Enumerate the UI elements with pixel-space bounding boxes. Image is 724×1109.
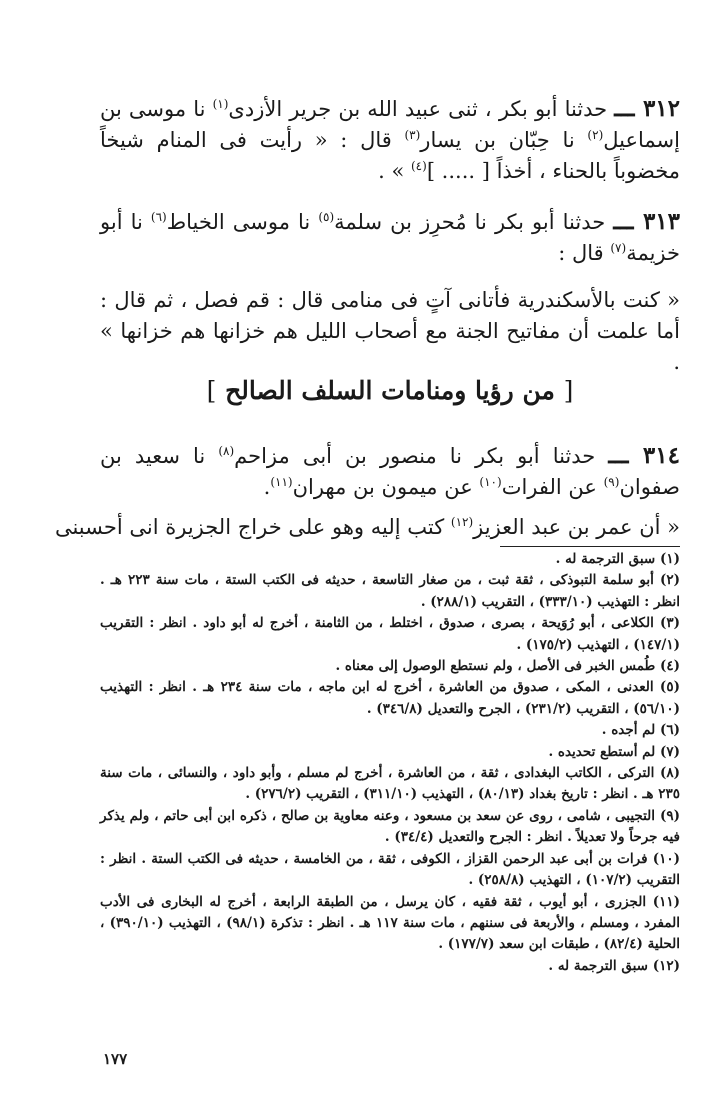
footnote-ref: (٥) bbox=[318, 210, 335, 224]
footnote-9: (٩) التجيبى ، شامى ، روى عن سعد بن مسعود ، وعنه معاوية بن صالح ، ذكره ابن أبى حاتم ، ولم يذكر فيه جرحاً ولا تعديلاً . انظر : الجرح والتعديل (٣٤/٤) . bbox=[100, 807, 680, 846]
section-heading bbox=[100, 374, 680, 408]
entry-text: قال : « رأيت فى المنام شيخاً مخضوباً بالحناء ، أخذاً [ ..... ] bbox=[100, 128, 680, 183]
entry-text: حدثنا أبو بكر ، ثنى عبيد الله بن جرير الأزدى bbox=[228, 97, 608, 121]
entry-text: نا حِبّان بن يسار bbox=[420, 128, 588, 152]
entry-text: « أن عمر بن عبد العزيز bbox=[473, 515, 680, 539]
entry-text: . bbox=[263, 475, 271, 499]
footnote-3: (٣) الكلاعى ، أبو رُوَيحة ، بصرى ، صدوق ، اختلط ، من الثامنة ، أخرج له أبو داود . انظر : التقريب (١٤٧/١) ، التهذيب (١٧٥/٢) . bbox=[100, 615, 680, 653]
footnote-ref: (١٢) bbox=[450, 515, 474, 529]
entry-text: نا سعيد بن صفوان bbox=[100, 444, 680, 499]
footnote-ref: (٣) bbox=[404, 128, 421, 142]
footnote-ref: (٦) bbox=[150, 210, 167, 224]
footnote-5: (٥) العدنى ، المكى ، صدوق من العاشرة ، أخرج له ابن ماجه ، مات سنة ٢٣٤ هـ . انظر : التهذيب (٥٦/١٠) ، التقريب (٢٣١/٢) ، الجرح والتعديل (٣٤٦/٨) . bbox=[100, 679, 680, 717]
footnote-6: (٦) لم أجده . bbox=[601, 722, 680, 739]
footnote-divider bbox=[500, 546, 680, 547]
entry-number: ٣١٤ ـــ bbox=[608, 442, 680, 469]
entry-text: حدثنا أبو بكر نا مُحرِز بن سلمة bbox=[334, 210, 606, 234]
entry-text: » . bbox=[378, 159, 411, 183]
entry-text: نا موسى بن إسماعيل bbox=[100, 97, 680, 152]
entry-text: نا موسى الخياط bbox=[166, 210, 319, 234]
footnote-ref: (١٠) bbox=[479, 475, 502, 489]
footnote-11: (١١) الجزرى ، أبو أيوب ، ثقة فقيه ، كان يرسل ، من الطبقة الرابعة ، أخرج له البخارى فى الأدب المفرد ، ومسلم ، والأربعة فى سننهم ، مات سنة ١١٧ هـ . انظر : تذكرة (٩٨/١) ، التهذيب (٣٩٠/١٠) ، الحلية (٨٢/٤) ، طبقات ابن سعد (١٧٧/٧) . bbox=[100, 893, 680, 953]
footnotes bbox=[100, 549, 680, 977]
footnote-12: (١٢) سبق الترجمة له . bbox=[548, 957, 680, 974]
entry-314 bbox=[100, 440, 680, 503]
page-number: ١٧٧ bbox=[103, 1050, 128, 1068]
entry-text: حدثنا أبو بكر نا منصور بن أبى مزاحم bbox=[234, 444, 596, 468]
entry-312 bbox=[100, 93, 680, 187]
heading-close-bracket: ] bbox=[206, 376, 217, 405]
footnote-ref: (٨) bbox=[218, 444, 235, 458]
footnote-10: (١٠) فرات بن أبى عبد الرحمن القزاز ، الكوفى ، ثقة ، من الخامسة ، حديثه فى الكتب الستة . انظر : التقريب (١٠٧/٢) ، التهذيب (٢٥٨/٨) . bbox=[100, 850, 680, 889]
footnote-8: (٨) التركى ، الكاتب البغدادى ، ثقة ، من العاشرة ، أخرج لم مسلم ، وأبو داود ، والنسائى ، مات سنة ٢٣٥ هـ . انظر : تاريخ بغداد (٨٠/١٣) ، التهذيب (٣١١/١٠) ، التقريب (٢٧٦/٢) . bbox=[100, 765, 680, 803]
footnote-ref: (٩) bbox=[603, 475, 620, 489]
heading-open-bracket: [ bbox=[563, 376, 574, 405]
heading-title: من رؤيا ومنامات السلف الصالح bbox=[225, 376, 555, 405]
entry-314-quote bbox=[54, 512, 680, 543]
entry-text: عن ميمون بن مهران bbox=[292, 475, 480, 499]
entry-text: كتب إليه وهو على خراج الجزيرة انى أحسبنى bbox=[54, 515, 451, 539]
footnote-ref: (٤) bbox=[410, 159, 427, 173]
footnote-2: (٢) أبو سلمة التبوذكى ، ثقة ثبت ، من صغار التاسعة ، حديثه فى الكتب الستة ، مات سنة ٢٢٣ هـ . انظر : التهذيب (٣٣٣/١٠) ، التقريب (٢٨٨/١) . bbox=[100, 572, 680, 610]
entry-text: نا أبو خزيمة bbox=[100, 210, 680, 265]
entry-number: ٣١٢ ـــ bbox=[614, 95, 680, 122]
footnote-4: (٤) طُمس الخبر فى الأصل ، ولم نستطع الوصول إلى معناه . bbox=[335, 658, 680, 675]
footnote-ref: (١) bbox=[212, 97, 229, 111]
footnote-ref: (٧) bbox=[610, 241, 627, 255]
footnote-7: (٧) لم أستطع تحديده . bbox=[548, 743, 680, 760]
entry-313-quote: « كنت بالأسكندرية فأتانى آتٍ فى منامى قال : قم فصل ، ثم قال : أما علمت أن مفاتيح الجنة مع أصحاب الليل هم خزانها هم خزانها » . bbox=[100, 288, 680, 374]
entry-text: عن الفرات bbox=[501, 475, 604, 499]
footnote-ref: (١١) bbox=[270, 475, 293, 489]
footnote-ref: (٢) bbox=[587, 128, 604, 142]
entry-number: ٣١٣ ـــ bbox=[613, 208, 681, 235]
footnote-1: (١) سبق الترجمة له . bbox=[555, 551, 680, 567]
entry-text: قال : bbox=[558, 241, 611, 265]
entry-313 bbox=[100, 206, 680, 269]
